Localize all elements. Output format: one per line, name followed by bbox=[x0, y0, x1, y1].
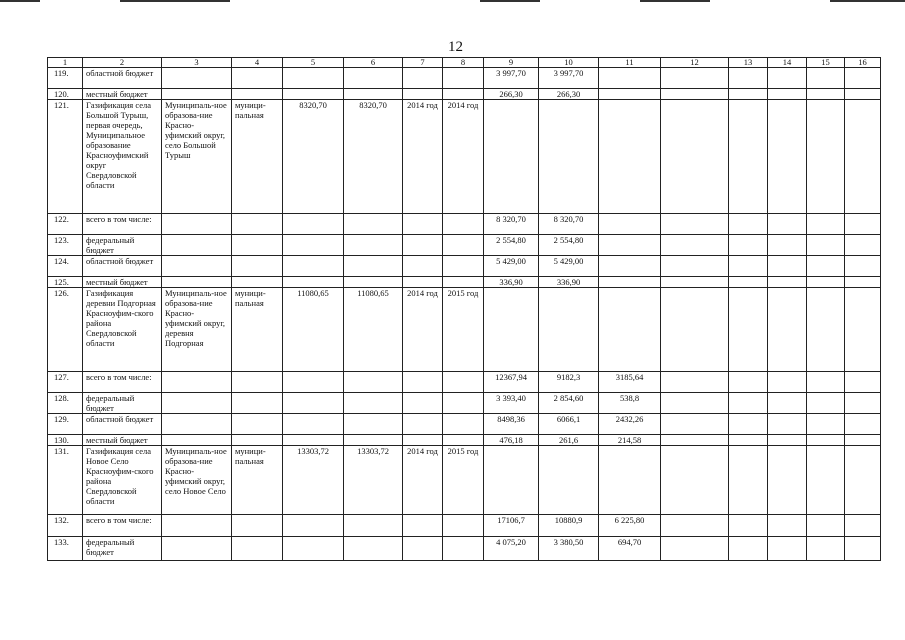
table-cell: 12367,94 bbox=[484, 372, 539, 393]
table-cell bbox=[403, 537, 443, 561]
table-cell: 131. bbox=[48, 446, 83, 515]
table-cell bbox=[283, 235, 344, 256]
table-cell: 126. bbox=[48, 288, 83, 372]
table-cell bbox=[729, 435, 768, 446]
column-header: 15 bbox=[807, 58, 845, 68]
table-cell: местный бюджет bbox=[83, 89, 162, 100]
table-cell: 2014 год bbox=[403, 288, 443, 372]
table-row bbox=[48, 214, 881, 235]
column-header: 12 bbox=[661, 58, 729, 68]
table-cell bbox=[232, 515, 283, 537]
table-cell bbox=[807, 372, 845, 393]
column-header: 13 bbox=[729, 58, 768, 68]
table-cell: 2 554,80 bbox=[484, 235, 539, 256]
table-cell bbox=[768, 515, 807, 537]
table-cell bbox=[768, 537, 807, 561]
table-cell bbox=[232, 89, 283, 100]
table-row bbox=[48, 235, 881, 256]
table-cell: 9182,3 bbox=[539, 372, 599, 393]
table-cell bbox=[599, 235, 661, 256]
table-cell bbox=[403, 89, 443, 100]
table-cell bbox=[845, 277, 881, 288]
table-cell: 8320,70 bbox=[344, 100, 403, 214]
table-cell bbox=[232, 235, 283, 256]
table-cell bbox=[807, 393, 845, 414]
table-cell bbox=[162, 435, 232, 446]
table-cell: 8320,70 bbox=[283, 100, 344, 214]
table-cell bbox=[807, 515, 845, 537]
table-cell bbox=[403, 372, 443, 393]
table-cell: Муниципаль-ное образова-ние Красно-уфимский округ, село Новое Село bbox=[162, 446, 232, 515]
table-cell bbox=[729, 89, 768, 100]
table-cell bbox=[443, 515, 484, 537]
table-cell bbox=[283, 68, 344, 89]
table-cell bbox=[232, 256, 283, 277]
table-cell bbox=[661, 393, 729, 414]
table-cell bbox=[484, 446, 539, 515]
table-cell bbox=[599, 446, 661, 515]
table-cell: 11080,65 bbox=[344, 288, 403, 372]
table-cell bbox=[344, 414, 403, 435]
table-cell bbox=[845, 89, 881, 100]
table-cell bbox=[162, 277, 232, 288]
table-cell bbox=[162, 414, 232, 435]
table-cell: 127. bbox=[48, 372, 83, 393]
table-cell bbox=[162, 515, 232, 537]
table-row bbox=[48, 68, 881, 89]
table-cell bbox=[539, 446, 599, 515]
table-cell bbox=[443, 89, 484, 100]
table-cell bbox=[661, 100, 729, 214]
table-cell bbox=[232, 414, 283, 435]
table-cell bbox=[807, 256, 845, 277]
table-cell: областной бюджет bbox=[83, 256, 162, 277]
table-cell: 17106,7 bbox=[484, 515, 539, 537]
table-row bbox=[48, 414, 881, 435]
table-cell: федеральный бюджет bbox=[83, 393, 162, 414]
table-cell bbox=[344, 435, 403, 446]
table-cell bbox=[539, 100, 599, 214]
table-cell bbox=[232, 372, 283, 393]
table-cell bbox=[807, 288, 845, 372]
table-cell: 2014 год bbox=[443, 100, 484, 214]
table-cell bbox=[807, 414, 845, 435]
table-cell bbox=[283, 277, 344, 288]
table-cell bbox=[729, 256, 768, 277]
table-cell bbox=[443, 393, 484, 414]
table-cell bbox=[661, 537, 729, 561]
table-cell: 4 075,20 bbox=[484, 537, 539, 561]
table-cell bbox=[729, 372, 768, 393]
table-cell bbox=[729, 515, 768, 537]
table-cell: 336,90 bbox=[484, 277, 539, 288]
table-cell: 2015 год bbox=[443, 288, 484, 372]
table-cell bbox=[661, 214, 729, 235]
table-cell bbox=[232, 393, 283, 414]
table-cell bbox=[344, 393, 403, 414]
table-cell bbox=[283, 435, 344, 446]
table-cell bbox=[232, 537, 283, 561]
table-cell: муници-пальная bbox=[232, 446, 283, 515]
table-cell: 266,30 bbox=[539, 89, 599, 100]
column-header: 9 bbox=[484, 58, 539, 68]
table-cell bbox=[845, 235, 881, 256]
table-cell: 122. bbox=[48, 214, 83, 235]
table-cell bbox=[162, 214, 232, 235]
table-cell bbox=[661, 288, 729, 372]
table-row bbox=[48, 256, 881, 277]
column-header: 14 bbox=[768, 58, 807, 68]
table-row bbox=[48, 288, 881, 372]
column-header: 8 bbox=[443, 58, 484, 68]
table-cell bbox=[162, 68, 232, 89]
table-cell: 119. bbox=[48, 68, 83, 89]
table-cell: Газификация деревни Подгорная Красноуфим-ского района Свердловской области bbox=[83, 288, 162, 372]
column-header: 1 bbox=[48, 58, 83, 68]
scan-top-line bbox=[0, 0, 40, 2]
column-header: 3 bbox=[162, 58, 232, 68]
table-cell bbox=[443, 414, 484, 435]
table-cell bbox=[344, 277, 403, 288]
table-cell: муници-пальная bbox=[232, 288, 283, 372]
table-cell: 261,6 bbox=[539, 435, 599, 446]
table-cell bbox=[768, 256, 807, 277]
table-cell: муници-пальная bbox=[232, 100, 283, 214]
table-cell bbox=[845, 393, 881, 414]
table-cell: областной бюджет bbox=[83, 68, 162, 89]
table-cell bbox=[283, 89, 344, 100]
table-cell bbox=[403, 414, 443, 435]
table-cell bbox=[344, 68, 403, 89]
table-row bbox=[48, 372, 881, 393]
table-cell bbox=[232, 68, 283, 89]
table-cell bbox=[443, 277, 484, 288]
table-cell: 2 854,60 bbox=[539, 393, 599, 414]
table-row bbox=[48, 537, 881, 561]
table-cell: 13303,72 bbox=[344, 446, 403, 515]
column-header: 6 bbox=[344, 58, 403, 68]
table-cell bbox=[443, 235, 484, 256]
column-header: 11 bbox=[599, 58, 661, 68]
table-cell bbox=[768, 288, 807, 372]
table-cell bbox=[729, 446, 768, 515]
table-cell: 8498,36 bbox=[484, 414, 539, 435]
table-row bbox=[48, 100, 881, 214]
table-cell: 8 320,70 bbox=[484, 214, 539, 235]
table-cell: всего в том числе: bbox=[83, 372, 162, 393]
table-cell bbox=[845, 214, 881, 235]
table-cell bbox=[807, 537, 845, 561]
table-cell bbox=[162, 89, 232, 100]
table-cell bbox=[283, 537, 344, 561]
table-cell bbox=[599, 214, 661, 235]
table-cell bbox=[845, 372, 881, 393]
table-cell: всего в том числе: bbox=[83, 515, 162, 537]
table-cell bbox=[403, 277, 443, 288]
table-cell: 6066,1 bbox=[539, 414, 599, 435]
table-cell: 129. bbox=[48, 414, 83, 435]
table-cell bbox=[807, 68, 845, 89]
table-cell bbox=[768, 414, 807, 435]
table-cell: 3185,64 bbox=[599, 372, 661, 393]
table-cell bbox=[807, 100, 845, 214]
table-cell: 5 429,00 bbox=[539, 256, 599, 277]
table-cell: 120. bbox=[48, 89, 83, 100]
scan-top-line bbox=[830, 0, 905, 2]
table-cell: 266,30 bbox=[484, 89, 539, 100]
table-cell bbox=[729, 68, 768, 89]
table-cell bbox=[283, 414, 344, 435]
table-cell bbox=[403, 515, 443, 537]
table-cell bbox=[443, 214, 484, 235]
table-cell: Газификация села Новое Село Красноуфим-ского района Свердловской области bbox=[83, 446, 162, 515]
table-cell bbox=[768, 68, 807, 89]
table-cell bbox=[845, 68, 881, 89]
table-cell bbox=[344, 235, 403, 256]
table-cell bbox=[768, 372, 807, 393]
table-cell bbox=[344, 372, 403, 393]
table-cell: местный бюджет bbox=[83, 277, 162, 288]
table-cell: 6 225,80 bbox=[599, 515, 661, 537]
column-header: 16 bbox=[845, 58, 881, 68]
header-row bbox=[48, 58, 881, 68]
table-cell bbox=[162, 256, 232, 277]
table-cell: 2014 год bbox=[403, 100, 443, 214]
table-cell bbox=[344, 256, 403, 277]
column-header: 7 bbox=[403, 58, 443, 68]
table-cell bbox=[403, 235, 443, 256]
table-cell bbox=[403, 256, 443, 277]
table-cell bbox=[232, 214, 283, 235]
table-cell: Муниципаль-ное образова-ние Красно-уфимский округ, деревня Подгорная bbox=[162, 288, 232, 372]
table-row bbox=[48, 446, 881, 515]
table-cell: 214,58 bbox=[599, 435, 661, 446]
scan-top-line bbox=[480, 0, 540, 2]
table-cell: федеральный бюджет bbox=[83, 537, 162, 561]
table-cell bbox=[443, 435, 484, 446]
table-cell bbox=[845, 414, 881, 435]
column-header: 4 bbox=[232, 58, 283, 68]
table-cell: 2 554,80 bbox=[539, 235, 599, 256]
table-cell bbox=[599, 100, 661, 214]
table-cell bbox=[599, 68, 661, 89]
table-cell bbox=[768, 214, 807, 235]
budget-table bbox=[47, 57, 881, 561]
table-cell bbox=[807, 446, 845, 515]
table-cell bbox=[768, 435, 807, 446]
table-cell bbox=[661, 235, 729, 256]
table-cell: 128. bbox=[48, 393, 83, 414]
table-cell bbox=[845, 537, 881, 561]
table-cell: 130. bbox=[48, 435, 83, 446]
table-cell: 124. bbox=[48, 256, 83, 277]
table-cell bbox=[283, 214, 344, 235]
scan-top-line bbox=[640, 0, 710, 2]
table-cell bbox=[403, 393, 443, 414]
table-cell bbox=[344, 214, 403, 235]
table-cell bbox=[768, 100, 807, 214]
table-cell: 2014 год bbox=[403, 446, 443, 515]
table-cell bbox=[403, 435, 443, 446]
table-cell bbox=[344, 537, 403, 561]
table-cell bbox=[661, 446, 729, 515]
table-cell: 476,18 bbox=[484, 435, 539, 446]
table-cell bbox=[661, 89, 729, 100]
table-cell bbox=[403, 214, 443, 235]
table-cell bbox=[344, 515, 403, 537]
table-cell bbox=[729, 277, 768, 288]
table-cell: 13303,72 bbox=[283, 446, 344, 515]
table-cell bbox=[283, 256, 344, 277]
table-cell bbox=[162, 537, 232, 561]
table-cell bbox=[768, 446, 807, 515]
table-cell bbox=[807, 235, 845, 256]
table-cell bbox=[768, 235, 807, 256]
table-cell: 121. bbox=[48, 100, 83, 214]
table-cell bbox=[729, 537, 768, 561]
table-cell bbox=[661, 414, 729, 435]
table-cell: 3 997,70 bbox=[539, 68, 599, 89]
table-cell bbox=[845, 288, 881, 372]
table-cell bbox=[768, 89, 807, 100]
table-cell bbox=[599, 256, 661, 277]
table-cell bbox=[232, 277, 283, 288]
table-cell bbox=[599, 277, 661, 288]
table-cell: 133. bbox=[48, 537, 83, 561]
table-cell: 3 393,40 bbox=[484, 393, 539, 414]
table-cell bbox=[729, 214, 768, 235]
table-cell bbox=[845, 446, 881, 515]
table-cell bbox=[807, 214, 845, 235]
table-cell: 336,90 bbox=[539, 277, 599, 288]
table-cell bbox=[344, 89, 403, 100]
table-cell bbox=[403, 68, 443, 89]
table-cell: Газификация села Большой Турыш, первая очередь, Муниципальное образование Красноуфимский округ Свердловской области bbox=[83, 100, 162, 214]
table-cell bbox=[661, 515, 729, 537]
page-number: 12 bbox=[448, 39, 463, 55]
table-cell bbox=[845, 435, 881, 446]
table-cell bbox=[729, 235, 768, 256]
table-cell bbox=[729, 414, 768, 435]
table-cell bbox=[845, 515, 881, 537]
table-cell: областной бюджет bbox=[83, 414, 162, 435]
table-cell: 5 429,00 bbox=[484, 256, 539, 277]
table-cell: 11080,65 bbox=[283, 288, 344, 372]
table-cell bbox=[729, 288, 768, 372]
table-cell: 2432,26 bbox=[599, 414, 661, 435]
table-cell bbox=[283, 372, 344, 393]
table-cell: 538,8 bbox=[599, 393, 661, 414]
table-cell bbox=[162, 393, 232, 414]
table-cell: Муниципаль-ное образова-ние Красно-уфимский округ, село Большой Турыш bbox=[162, 100, 232, 214]
table-cell bbox=[661, 256, 729, 277]
table-cell bbox=[232, 435, 283, 446]
table-cell bbox=[845, 100, 881, 214]
table-cell: 3 997,70 bbox=[484, 68, 539, 89]
table-cell bbox=[807, 89, 845, 100]
column-header: 2 bbox=[83, 58, 162, 68]
table-row bbox=[48, 277, 881, 288]
table-cell: 10880,9 bbox=[539, 515, 599, 537]
table-cell bbox=[729, 393, 768, 414]
table-cell bbox=[807, 435, 845, 446]
table-cell bbox=[162, 372, 232, 393]
table-cell: 132. bbox=[48, 515, 83, 537]
table-row bbox=[48, 435, 881, 446]
table-cell bbox=[768, 393, 807, 414]
table-cell: 123. bbox=[48, 235, 83, 256]
table-cell bbox=[768, 277, 807, 288]
table-cell bbox=[807, 277, 845, 288]
table-cell bbox=[729, 100, 768, 214]
table-cell bbox=[484, 288, 539, 372]
table-cell bbox=[443, 256, 484, 277]
table-cell bbox=[443, 68, 484, 89]
table-cell: 125. bbox=[48, 277, 83, 288]
table-row bbox=[48, 393, 881, 414]
table-cell bbox=[484, 100, 539, 214]
table-row bbox=[48, 515, 881, 537]
table-cell: 8 320,70 bbox=[539, 214, 599, 235]
table-cell bbox=[661, 435, 729, 446]
table-cell bbox=[443, 372, 484, 393]
table-cell: федеральный бюджет bbox=[83, 235, 162, 256]
table-cell: 2015 год bbox=[443, 446, 484, 515]
table-cell: всего в том числе: bbox=[83, 214, 162, 235]
scan-top-line bbox=[120, 0, 230, 2]
table-cell bbox=[661, 277, 729, 288]
table-cell bbox=[283, 515, 344, 537]
column-header: 5 bbox=[283, 58, 344, 68]
table-cell bbox=[162, 235, 232, 256]
table-cell bbox=[283, 393, 344, 414]
table-cell bbox=[845, 256, 881, 277]
table-cell bbox=[599, 288, 661, 372]
table-row bbox=[48, 89, 881, 100]
table-cell: местный бюджет bbox=[83, 435, 162, 446]
table-cell bbox=[539, 288, 599, 372]
table-cell bbox=[661, 372, 729, 393]
table-cell: 694,70 bbox=[599, 537, 661, 561]
column-header: 10 bbox=[539, 58, 599, 68]
table-cell bbox=[443, 537, 484, 561]
table-cell bbox=[661, 68, 729, 89]
table-cell: 3 380,50 bbox=[539, 537, 599, 561]
table-cell bbox=[599, 89, 661, 100]
